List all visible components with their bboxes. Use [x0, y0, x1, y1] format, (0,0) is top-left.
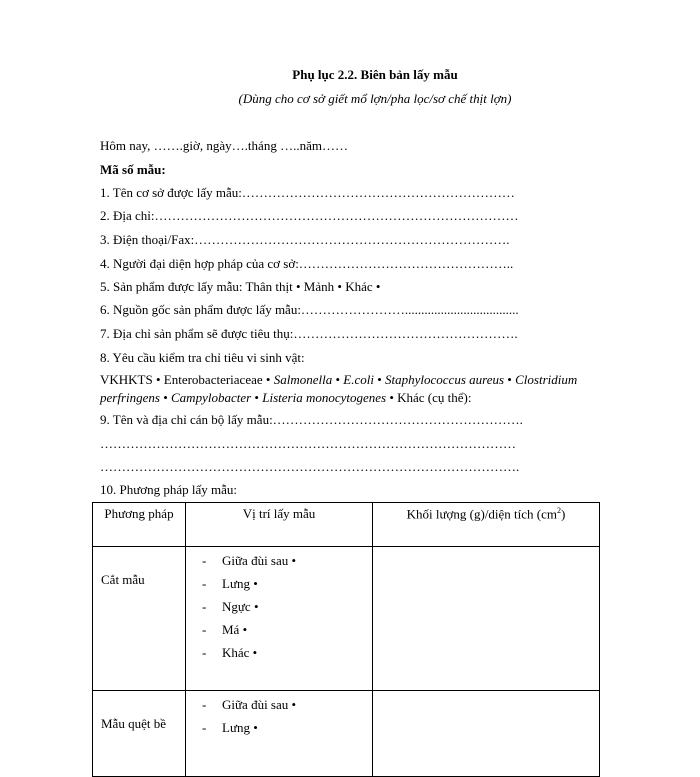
dotted-line-2: ……………………………………………………………………………………. — [100, 459, 520, 474]
field-product-origin: 6. Nguồn gốc sản phẩm được lấy mẫu:……………………................................... — [100, 302, 519, 317]
header-mass-area: Khối lượng (g)/diện tích $(cm^2)$ — [373, 503, 600, 547]
list-item: - Giữa đùi sau • — [202, 553, 297, 568]
method-cell: Mẫu quệt bề — [93, 691, 186, 777]
document-title: Phụ lục 2.2. Biên bản lấy mẫu — [292, 67, 458, 82]
mass-area-cell — [373, 691, 600, 777]
table-header-row — [93, 503, 600, 547]
list-item: - Má • — [202, 622, 248, 637]
header-method: Phương pháp — [93, 503, 186, 547]
position-cell — [186, 691, 373, 777]
list-item: - Lưng • — [202, 576, 258, 591]
document-subtitle: (Dùng cho cơ sở giết mổ lợn/pha lọc/sơ chế thịt lợn) — [238, 91, 512, 106]
field-sampled-product: 5. Sản phẩm được lấy mẫu: Thân thịt • Mảnh • Khác • — [100, 279, 381, 294]
table-row — [93, 691, 600, 777]
field-phone-fax: 3. Điện thoại/Fax:………………………………………………………………. — [100, 232, 510, 247]
field-sampler-info: 9. Tên và địa chỉ cán bộ lấy mẫu:…………………………………………………. — [100, 412, 523, 427]
field-address: 2. Địa chỉ:………………………………………………………………………… — [100, 208, 519, 223]
field-consumption-address: 7. Địa chỉ sản phẩm sẽ được tiêu thụ:……………………………………………. — [100, 326, 518, 341]
list-item: - Ngực • — [202, 599, 259, 614]
sample-code-label: Mã số mẫu: — [100, 162, 166, 177]
list-item: - Khác • — [202, 645, 258, 660]
field-microbe-requirements: 8. Yêu cầu kiểm tra chỉ tiêu vi sinh vật: — [100, 350, 305, 365]
table-row — [93, 547, 600, 691]
microbe-list: VKHKTS • Enterobacteriaceae • Salmonella • E.coli • Staphylococcus aureus • Clostridium perfringens • Campylobacter • Listeria monocytogenes • Khác (cụ thể): — [100, 372, 578, 405]
field-sampling-method: 10. Phương pháp lấy mẫu: — [100, 482, 238, 497]
sampling-method-table — [92, 502, 600, 777]
position-cell — [186, 547, 373, 691]
method-cell: Cắt mẫu — [93, 547, 186, 691]
field-legal-representative: 4. Người đại diện hợp pháp của cơ sở:………………………………………….. — [100, 256, 514, 271]
dotted-line-1: …………………………………………………………………………………… — [100, 436, 516, 451]
intro-line: Hôm nay, …….giờ, ngày….tháng …..năm…… — [100, 138, 348, 153]
field-facility-name: 1. Tên cơ sở được lấy mẫu:……………………………………………………… — [100, 185, 515, 200]
mass-area-cell — [373, 547, 600, 691]
list-item: - Giữa đùi sau • — [202, 697, 297, 712]
list-item: - Lưng • — [202, 720, 258, 735]
header-position: Vị trí lấy mẫu — [186, 503, 373, 547]
